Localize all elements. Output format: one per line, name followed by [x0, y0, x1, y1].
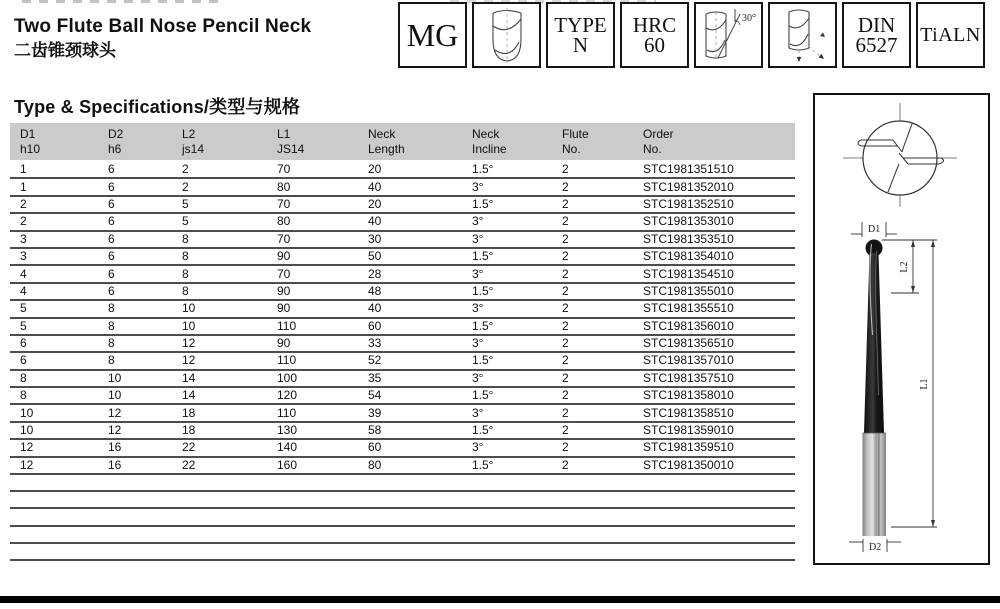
table-row: [10, 318, 795, 335]
badge-hrc-60: [620, 2, 689, 68]
table-cell: 12: [98, 404, 172, 421]
table-cell: 40: [358, 178, 462, 195]
table-cell: 5: [172, 213, 267, 230]
table-row: [10, 196, 795, 213]
feature-badge-row: [398, 2, 985, 68]
table-cell: 2: [552, 439, 633, 456]
table-cell: STC1981354510: [633, 265, 795, 282]
table-cell: 18: [172, 404, 267, 421]
table-cell: 3: [10, 231, 98, 248]
table-cell: 12: [10, 457, 98, 474]
table-cell: 40: [358, 300, 462, 317]
helix-angle-value: 30°: [741, 13, 756, 24]
table-cell: 3°: [462, 213, 552, 230]
table-cell: 2: [552, 318, 633, 335]
table-cell: 6: [98, 265, 172, 282]
tool-diagram: [815, 95, 988, 563]
table-cell: 2: [552, 265, 633, 282]
table-cell: 6: [10, 352, 98, 369]
dim-label-l1: L1: [919, 378, 930, 390]
table-cell: 8: [172, 248, 267, 265]
column-header: Flute No.: [552, 123, 633, 160]
table-cell: 3°: [462, 178, 552, 195]
table-cell: 4: [10, 283, 98, 300]
table-cell: STC1981352510: [633, 196, 795, 213]
table-cell: 10: [172, 318, 267, 335]
table-cell: 28: [358, 265, 462, 282]
table-cell: 110: [267, 404, 358, 421]
section-heading: Type & Specifications/类型与规格: [14, 97, 301, 117]
table-cell: 3°: [462, 335, 552, 352]
table-cell: 100: [267, 370, 358, 387]
table-cell: 1.5°: [462, 162, 552, 178]
table-row: [10, 422, 795, 439]
badge-type-n: [546, 2, 615, 68]
table-cell: STC1981355010: [633, 283, 795, 300]
tool-diagram-panel: [813, 93, 990, 565]
table-cell: 2: [552, 231, 633, 248]
table-cell: 14: [172, 387, 267, 404]
table-cell: 2: [552, 352, 633, 369]
column-header: Neck Incline: [462, 123, 552, 160]
table-cell: 6: [98, 248, 172, 265]
table-cell: STC1981353010: [633, 213, 795, 230]
empty-table-row: [10, 474, 795, 491]
spec-table-body: [10, 160, 795, 560]
table-row: [10, 352, 795, 369]
table-cell: 2: [552, 335, 633, 352]
side-view-drawing: [863, 240, 887, 537]
table-cell: 6: [98, 196, 172, 213]
table-cell: 90: [267, 248, 358, 265]
table-cell: 22: [172, 439, 267, 456]
table-cell: 2: [172, 162, 267, 178]
table-cell: 18: [172, 422, 267, 439]
table-cell: 12: [172, 335, 267, 352]
spec-table-header-row: [10, 123, 795, 160]
table-cell: 1: [10, 162, 98, 178]
table-cell: 8: [172, 283, 267, 300]
table-cell: 8: [98, 335, 172, 352]
table-cell: 22: [172, 457, 267, 474]
table-cell: 1.5°: [462, 283, 552, 300]
page-title: Two Flute Ball Nose Pencil Neck: [14, 16, 312, 37]
table-cell: 1.5°: [462, 248, 552, 265]
table-row: [10, 335, 795, 352]
dim-label-l2: L2: [899, 261, 910, 273]
table-cell: 12: [172, 352, 267, 369]
badge-type-line2: N: [572, 33, 589, 57]
table-cell: 2: [552, 248, 633, 265]
table-cell: 1.5°: [462, 352, 552, 369]
table-row: [10, 231, 795, 248]
table-cell: STC1981357010: [633, 352, 795, 369]
table-row: [10, 300, 795, 317]
table-cell: 10: [172, 300, 267, 317]
table-cell: STC1981356010: [633, 318, 795, 335]
table-row: [10, 387, 795, 404]
table-cell: STC1981356510: [633, 335, 795, 352]
table-cell: 1.5°: [462, 457, 552, 474]
column-header: D2 h6: [98, 123, 172, 160]
table-cell: STC1981358010: [633, 387, 795, 404]
table-cell: 3°: [462, 265, 552, 282]
column-header: L2 js14: [172, 123, 267, 160]
table-cell: 70: [267, 162, 358, 178]
table-cell: 60: [358, 439, 462, 456]
table-cell: 90: [267, 335, 358, 352]
badge-coating: [916, 2, 985, 68]
empty-table-row: [10, 508, 795, 525]
table-cell: 6: [98, 213, 172, 230]
dim-label-d1: D1: [868, 224, 881, 235]
table-cell: 2: [552, 404, 633, 421]
table-cell: 39: [358, 404, 462, 421]
table-cell: 60: [358, 318, 462, 335]
page-bottom-rule: [0, 596, 1000, 603]
empty-table-row: [10, 543, 795, 560]
table-row: [10, 178, 795, 195]
table-cell: 16: [98, 439, 172, 456]
table-row: [10, 265, 795, 282]
table-cell: STC1981359010: [633, 422, 795, 439]
badge-coating-label: TiALN: [920, 24, 981, 46]
table-cell: 50: [358, 248, 462, 265]
table-cell: 3°: [462, 300, 552, 317]
table-cell: 130: [267, 422, 358, 439]
table-cell: STC1981353510: [633, 231, 795, 248]
table-cell: 8: [172, 231, 267, 248]
table-cell: 120: [267, 387, 358, 404]
table-cell: STC1981354010: [633, 248, 795, 265]
table-cell: 6: [98, 283, 172, 300]
table-cell: 58: [358, 422, 462, 439]
badge-hrc-line1: HRC: [632, 13, 677, 37]
table-cell: STC1981358510: [633, 404, 795, 421]
table-cell: 80: [267, 178, 358, 195]
table-cell: 160: [267, 457, 358, 474]
table-row: [10, 283, 795, 300]
table-cell: 14: [172, 370, 267, 387]
badge-mg-label: MG: [406, 17, 459, 53]
column-header: Order No.: [633, 123, 795, 160]
table-cell: 6: [98, 231, 172, 248]
table-row: [10, 162, 795, 178]
title-block: [14, 17, 311, 59]
badge-hrc-line2: 60: [644, 33, 665, 57]
table-row: [10, 404, 795, 421]
table-cell: 4: [10, 265, 98, 282]
table-cell: 1.5°: [462, 387, 552, 404]
table-cell: 6: [98, 162, 172, 178]
chip-ejection-icon: [772, 6, 834, 64]
table-cell: 1: [10, 178, 98, 195]
table-cell: 6: [98, 178, 172, 195]
table-cell: 8: [98, 352, 172, 369]
table-cell: STC1981350010: [633, 457, 795, 474]
table-cell: STC1981359510: [633, 439, 795, 456]
table-cell: STC1981355510: [633, 300, 795, 317]
table-cell: 2: [10, 213, 98, 230]
table-cell: 110: [267, 318, 358, 335]
table-cell: 2: [552, 178, 633, 195]
table-cell: 2: [552, 283, 633, 300]
badge-din-line2: 6527: [855, 33, 898, 57]
table-cell: 70: [267, 231, 358, 248]
table-cell: 2: [552, 162, 633, 178]
ball-nose-tool-icon: [484, 6, 530, 64]
table-cell: 3: [10, 248, 98, 265]
table-row: [10, 457, 795, 474]
badge-chip-ejection: [768, 2, 837, 68]
table-cell: 90: [267, 300, 358, 317]
badge-din-6527: [842, 2, 911, 68]
table-row: [10, 370, 795, 387]
table-cell: 90: [267, 283, 358, 300]
table-row: [10, 248, 795, 265]
table-cell: 48: [358, 283, 462, 300]
table-cell: 33: [358, 335, 462, 352]
page-title-chinese: 二齿锥颈球头: [14, 41, 116, 60]
badge-helix-angle: [694, 2, 763, 68]
badge-tool-profile: [472, 2, 541, 68]
table-cell: 16: [98, 457, 172, 474]
table-cell: 2: [552, 422, 633, 439]
table-cell: STC1981352010: [633, 178, 795, 195]
table-cell: 70: [267, 196, 358, 213]
table-cell: 2: [552, 300, 633, 317]
dim-label-d2: D2: [869, 542, 882, 553]
table-cell: 140: [267, 439, 358, 456]
badge-din-line1: DIN: [857, 13, 896, 37]
badge-mg: [398, 2, 467, 68]
table-cell: 80: [267, 213, 358, 230]
table-cell: 8: [98, 318, 172, 335]
table-cell: 8: [10, 370, 98, 387]
table-cell: STC1981357510: [633, 370, 795, 387]
table-cell: 2: [172, 178, 267, 195]
table-cell: 10: [10, 404, 98, 421]
table-cell: 20: [358, 162, 462, 178]
table-cell: 10: [98, 370, 172, 387]
table-cell: 2: [552, 387, 633, 404]
empty-table-row: [10, 491, 795, 508]
column-header: L1 JS14: [267, 123, 358, 160]
table-row: [10, 213, 795, 230]
table-cell: 110: [267, 352, 358, 369]
table-cell: STC1981351510: [633, 162, 795, 178]
table-cell: 2: [552, 213, 633, 230]
column-header: Neck Length: [358, 123, 462, 160]
table-cell: 2: [552, 457, 633, 474]
cropped-text-remnant: [22, 0, 218, 3]
table-cell: 12: [10, 439, 98, 456]
table-row: [10, 439, 795, 456]
table-cell: 3°: [462, 370, 552, 387]
table-cell: 30: [358, 231, 462, 248]
table-cell: 2: [10, 196, 98, 213]
table-cell: 8: [10, 387, 98, 404]
specifications-table: [10, 123, 795, 561]
table-cell: 8: [172, 265, 267, 282]
table-cell: 12: [98, 422, 172, 439]
table-cell: 35: [358, 370, 462, 387]
table-cell: 52: [358, 352, 462, 369]
table-cell: 80: [358, 457, 462, 474]
table-cell: 3°: [462, 439, 552, 456]
table-cell: 6: [10, 335, 98, 352]
table-cell: 5: [172, 196, 267, 213]
column-header: D1 h10: [10, 123, 98, 160]
table-cell: 10: [10, 422, 98, 439]
helix-angle-icon: [698, 6, 760, 64]
table-cell: 3°: [462, 231, 552, 248]
table-cell: 40: [358, 213, 462, 230]
badge-type-line1: TYPE: [554, 13, 607, 37]
table-cell: 5: [10, 300, 98, 317]
empty-table-row: [10, 526, 795, 543]
table-cell: 1.5°: [462, 196, 552, 213]
end-view-drawing: [843, 103, 957, 207]
table-cell: 2: [552, 196, 633, 213]
table-cell: 1.5°: [462, 318, 552, 335]
table-cell: 8: [98, 300, 172, 317]
table-cell: 1.5°: [462, 422, 552, 439]
table-cell: 54: [358, 387, 462, 404]
table-cell: 5: [10, 318, 98, 335]
table-cell: 2: [552, 370, 633, 387]
table-cell: 20: [358, 196, 462, 213]
table-cell: 10: [98, 387, 172, 404]
table-cell: 3°: [462, 404, 552, 421]
table-cell: 70: [267, 265, 358, 282]
